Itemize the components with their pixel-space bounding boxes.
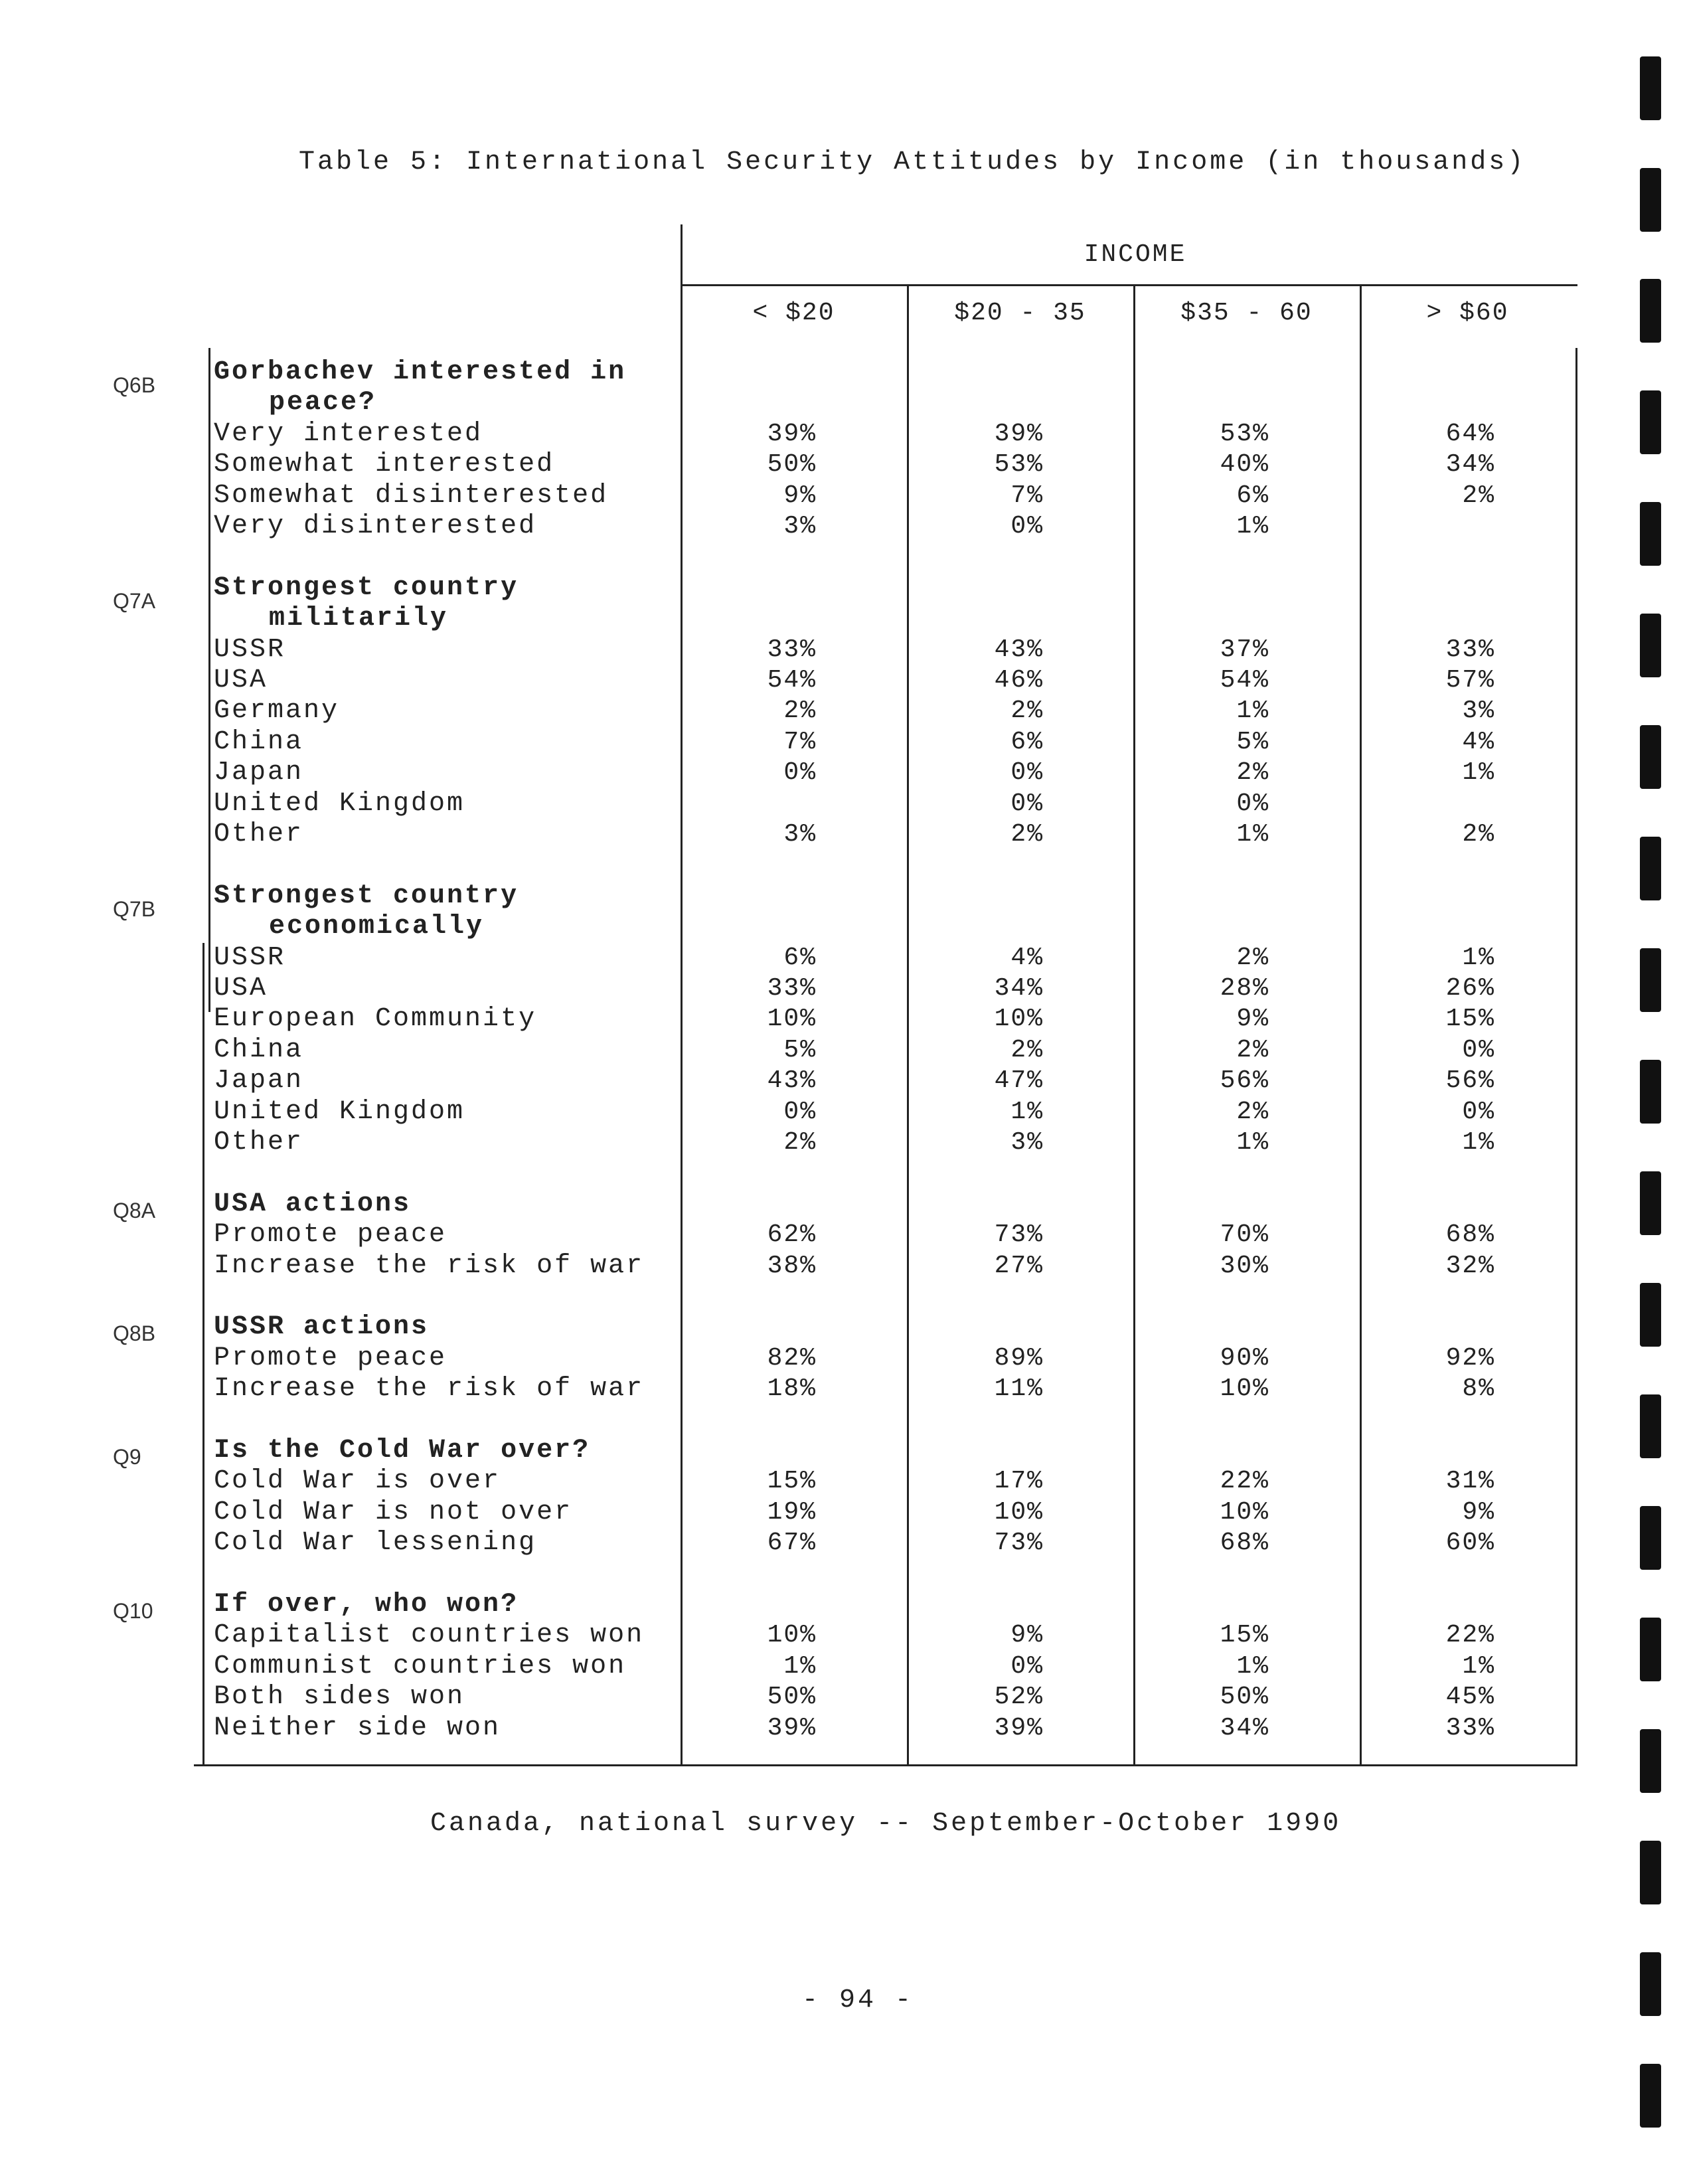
table-row (0, 1128, 1691, 1158)
section-heading: USA actions (214, 1189, 412, 1219)
cell-value: 53% (994, 450, 1044, 479)
column-header: $20 - 35 (954, 299, 1086, 327)
cell-value: 1% (1010, 1097, 1044, 1126)
cell-value: 57% (1445, 666, 1495, 695)
section-heading-row (0, 912, 1691, 942)
table-row (0, 665, 1691, 696)
row-label: Somewhat interested (214, 450, 555, 480)
table-row (0, 1035, 1691, 1066)
section-heading-row (0, 573, 1691, 604)
page-number: - 94 - (802, 1985, 914, 2015)
income-group-header: INCOME (1084, 240, 1187, 269)
table-row (0, 1097, 1691, 1128)
cell-value: 15% (1220, 1621, 1269, 1650)
section-heading-row (0, 881, 1691, 912)
cell-value: 38% (767, 1251, 817, 1280)
cell-value: 15% (1445, 1005, 1495, 1034)
cell-value: 0% (1462, 1035, 1495, 1064)
row-label: Very disinterested (214, 511, 537, 541)
cell-value: 0% (1462, 1097, 1495, 1126)
row-label: United Kingdom (214, 1096, 465, 1127)
cell-value: 0% (783, 758, 817, 788)
cell-value: 2% (783, 697, 817, 726)
table-row (0, 943, 1691, 973)
cell-value: 3% (783, 820, 817, 849)
section-heading: Gorbachev interested in (214, 357, 627, 387)
cell-value: 1% (1462, 1651, 1495, 1681)
cell-value: 73% (994, 1220, 1044, 1250)
table-row (0, 1066, 1691, 1096)
cell-value: 40% (1220, 450, 1269, 479)
cell-value: 27% (994, 1251, 1044, 1280)
table-row (0, 1374, 1691, 1404)
row-label: Promote peace (214, 1343, 447, 1373)
cell-value: 67% (767, 1529, 817, 1558)
row-label: Increase the risk of war (214, 1374, 645, 1404)
cell-value: 7% (1010, 481, 1044, 510)
section-heading-row (0, 388, 1691, 418)
cell-value: 47% (994, 1066, 1044, 1096)
cell-value: 31% (1445, 1467, 1495, 1496)
cell-value: 2% (1236, 1097, 1269, 1126)
table-row (0, 1528, 1691, 1558)
cell-value: 90% (1220, 1343, 1269, 1373)
section-heading-row (0, 1312, 1691, 1343)
question-code: Q7B (113, 896, 156, 921)
row-label: Increase the risk of war (214, 1250, 645, 1281)
cell-value: 2% (1462, 820, 1495, 849)
cell-value: 33% (1445, 635, 1495, 664)
cell-value: 50% (767, 1683, 817, 1712)
cell-value: 4% (1462, 727, 1495, 756)
row-label: USSR (214, 942, 286, 973)
cell-value: 2% (1236, 758, 1269, 788)
row-label: Other (214, 819, 304, 849)
row-label: Promote peace (214, 1220, 447, 1250)
cell-value: 9% (1462, 1497, 1495, 1527)
cell-value: 5% (783, 1035, 817, 1064)
row-label: China (214, 726, 304, 757)
cell-value: 15% (767, 1467, 817, 1496)
row-label: Japan (214, 1066, 304, 1096)
cell-value: 50% (1220, 1683, 1269, 1712)
cell-value: 37% (1220, 635, 1269, 664)
table-row (0, 1682, 1691, 1713)
cell-value: 19% (767, 1497, 817, 1527)
cell-value: 34% (1220, 1713, 1269, 1742)
row-label: Other (214, 1128, 304, 1157)
table-frame (0, 0, 1691, 124)
question-code: Q6B (113, 373, 156, 397)
section-heading: Is the Cold War over? (214, 1436, 591, 1466)
section-heading-row (0, 357, 1691, 388)
question-code: Q8B (113, 1321, 156, 1346)
cell-value: 45% (1445, 1683, 1495, 1712)
cell-value: 52% (994, 1683, 1044, 1712)
cell-value: 50% (767, 450, 817, 479)
cell-value: 82% (767, 1343, 817, 1373)
section-heading-row (0, 1590, 1691, 1620)
table-title: Table 5: International Security Attitudes by Income (in thousands) (299, 147, 1526, 177)
cell-value: 3% (1462, 697, 1495, 726)
cell-value: 68% (1220, 1529, 1269, 1558)
cell-value: 1% (1462, 758, 1495, 788)
cell-value: 39% (994, 419, 1044, 448)
cell-value: 0% (1010, 789, 1044, 818)
cell-value: 56% (1445, 1066, 1495, 1096)
table-row (0, 1620, 1691, 1651)
cell-value: 1% (1236, 512, 1269, 541)
cell-value: 18% (767, 1375, 817, 1404)
cell-value: 0% (1010, 1651, 1044, 1681)
row-label: China (214, 1035, 304, 1065)
cell-value: 39% (767, 1713, 817, 1742)
cell-value: 6% (783, 943, 817, 972)
table-row (0, 727, 1691, 758)
cell-value: 43% (994, 635, 1044, 664)
section-heading: If over, who won? (214, 1590, 519, 1620)
row-label: Cold War is not over (214, 1497, 573, 1527)
table-row (0, 1343, 1691, 1374)
table-row (0, 1220, 1691, 1250)
cell-value: 64% (1445, 419, 1495, 448)
cell-value: 60% (1445, 1529, 1495, 1558)
table-row (0, 789, 1691, 819)
row-label: Germany (214, 696, 340, 726)
cell-value: 33% (1445, 1713, 1495, 1742)
table-row (0, 758, 1691, 788)
row-label: Japan (214, 758, 304, 788)
cell-value: 1% (1462, 1128, 1495, 1157)
cell-value: 6% (1010, 727, 1044, 756)
row-label: Cold War lessening (214, 1528, 537, 1558)
cell-value: 30% (1220, 1251, 1269, 1280)
table-row (0, 819, 1691, 850)
cell-value: 9% (783, 481, 817, 510)
row-label: Capitalist countries won (214, 1620, 645, 1651)
table-row (0, 511, 1691, 542)
cell-value: 22% (1220, 1467, 1269, 1496)
table-row (0, 696, 1691, 726)
cell-value: 2% (1236, 943, 1269, 972)
cell-value: 32% (1445, 1251, 1495, 1280)
cell-value: 3% (783, 512, 817, 541)
row-label: United Kingdom (214, 788, 465, 819)
cell-value: 10% (767, 1005, 817, 1034)
cell-value: 9% (1236, 1005, 1269, 1034)
row-label: Somewhat disinterested (214, 480, 609, 511)
cell-value: 2% (783, 1128, 817, 1157)
question-code: Q8A (113, 1198, 156, 1222)
section-heading: Strongest country (214, 881, 519, 911)
table-row (0, 1497, 1691, 1528)
table-row (0, 1651, 1691, 1682)
table-row (0, 973, 1691, 1004)
survey-footer: Canada, national survey -- September-October 1990 (430, 1809, 1342, 1839)
section-heading-row (0, 604, 1691, 634)
column-header: $35 - 60 (1180, 299, 1313, 327)
cell-value: 0% (1010, 512, 1044, 541)
cell-value: 22% (1445, 1621, 1495, 1650)
section-heading: USSR actions (214, 1312, 430, 1343)
cell-value: 26% (1445, 974, 1495, 1003)
cell-value: 56% (1220, 1066, 1269, 1096)
table-row (0, 1251, 1691, 1282)
cell-value: 5% (1236, 727, 1269, 756)
cell-value: 1% (1236, 1128, 1269, 1157)
cell-value: 33% (767, 974, 817, 1003)
section-heading-row (0, 1436, 1691, 1466)
question-code: Q9 (113, 1445, 141, 1469)
cell-value: 2% (1010, 697, 1044, 726)
column-header: > $60 (1426, 299, 1509, 327)
cell-value: 17% (994, 1467, 1044, 1496)
cell-value: 39% (994, 1713, 1044, 1742)
cell-value: 0% (783, 1097, 817, 1126)
cell-value: 2% (1462, 481, 1495, 510)
cell-value: 7% (783, 727, 817, 756)
table-row (0, 635, 1691, 665)
cell-value: 2% (1010, 820, 1044, 849)
cell-value: 10% (994, 1005, 1044, 1034)
row-label: Communist countries won (214, 1651, 627, 1681)
row-label: USA (214, 973, 268, 1003)
cell-value: 8% (1462, 1375, 1495, 1404)
section-heading: Strongest country (214, 572, 519, 603)
row-label: European Community (214, 1004, 537, 1035)
section-heading: peace? (269, 388, 377, 418)
cell-value: 92% (1445, 1343, 1495, 1373)
section-heading: militarily (269, 604, 449, 634)
cell-value: 70% (1220, 1220, 1269, 1250)
cell-value: 39% (767, 419, 817, 448)
table-row (0, 1466, 1691, 1497)
cell-value: 6% (1236, 481, 1269, 510)
cell-value: 54% (767, 666, 817, 695)
table-row (0, 419, 1691, 450)
cell-value: 11% (994, 1375, 1044, 1404)
cell-value: 1% (1236, 1651, 1269, 1681)
cell-value: 34% (994, 974, 1044, 1003)
cell-value: 10% (767, 1621, 817, 1650)
cell-value: 68% (1445, 1220, 1495, 1250)
cell-value: 0% (1010, 758, 1044, 788)
cell-value: 54% (1220, 666, 1269, 695)
cell-value: 10% (1220, 1497, 1269, 1527)
section-heading-row (0, 1189, 1691, 1220)
section-heading: economically (269, 912, 485, 942)
row-label: Cold War is over (214, 1466, 501, 1497)
cell-value: 46% (994, 666, 1044, 695)
cell-value: 9% (1010, 1621, 1044, 1650)
cell-value: 43% (767, 1066, 817, 1096)
cell-value: 33% (767, 635, 817, 664)
row-label: USSR (214, 634, 286, 665)
cell-value: 1% (783, 1651, 817, 1681)
table-row (0, 1004, 1691, 1035)
cell-value: 10% (1220, 1375, 1269, 1404)
cell-value: 34% (1445, 450, 1495, 479)
cell-value: 53% (1220, 419, 1269, 448)
cell-value: 2% (1010, 1035, 1044, 1064)
row-label: Very interested (214, 418, 483, 449)
row-label: Both sides won (214, 1682, 465, 1713)
cell-value: 1% (1236, 697, 1269, 726)
cell-value: 73% (994, 1529, 1044, 1558)
cell-value: 1% (1236, 820, 1269, 849)
table-row (0, 481, 1691, 511)
cell-value: 1% (1462, 943, 1495, 972)
cell-value: 4% (1010, 943, 1044, 972)
cell-value: 28% (1220, 974, 1269, 1003)
cell-value: 62% (767, 1220, 817, 1250)
row-label: Neither side won (214, 1713, 501, 1743)
cell-value: 89% (994, 1343, 1044, 1373)
row-label: USA (214, 665, 268, 695)
cell-value: 0% (1236, 789, 1269, 818)
question-code: Q7A (113, 588, 156, 613)
column-header: < $20 (752, 299, 835, 327)
question-code: Q10 (113, 1599, 153, 1623)
table-row (0, 450, 1691, 480)
cell-value: 2% (1236, 1035, 1269, 1064)
cell-value: 3% (1010, 1128, 1044, 1157)
cell-value: 10% (994, 1497, 1044, 1527)
table-row (0, 1713, 1691, 1744)
